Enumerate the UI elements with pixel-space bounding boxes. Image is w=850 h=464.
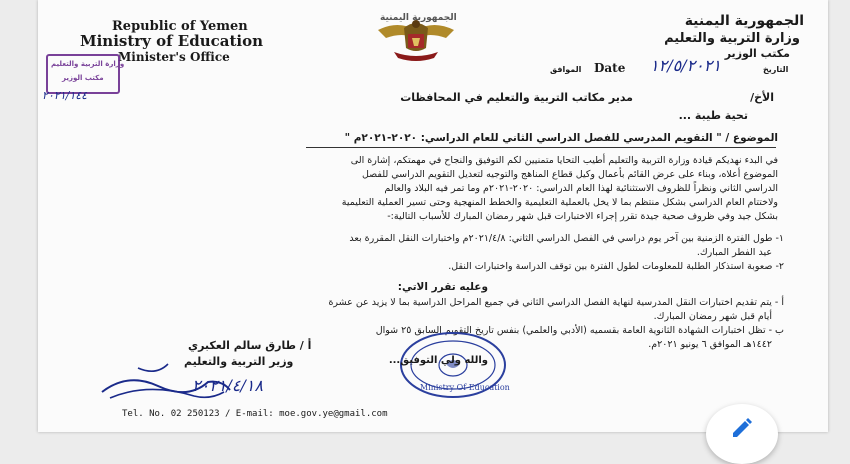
pencil-edit-icon bbox=[730, 416, 754, 440]
reason-2: ٢- صعوبة استذكار الطلبة للمعلومات لطول الفترة بين توقف الدراسة واختبارات النقل. bbox=[448, 261, 784, 272]
header-en-line2: Ministry of Education bbox=[80, 32, 264, 50]
decision-b-cont: ١٤٤٢هـ الموافق ٦ يونيو ٢٠٢١م. bbox=[648, 339, 772, 350]
stamp-line2: مكتب الوزير bbox=[62, 74, 104, 82]
salutation: تحية طيبة ... bbox=[678, 109, 748, 122]
body-line4: ولاختتام العام الدراسي بشكل منتظم بما لا يخل بالعملية التعليمية والخطط المنهجية وحتى تسير العملية التعليمية bbox=[341, 197, 778, 208]
office-stamp bbox=[46, 54, 125, 94]
subject-underline bbox=[306, 147, 776, 148]
date-label: Date bbox=[594, 61, 626, 75]
body-line2: الموضوع أعلاه، وبناء على عرض القائم بأعمال وكيل قطاع المناهج والتوجيه لتعديل التقويم الدراسي للفصل bbox=[361, 169, 778, 180]
stamp-line1: وزارة التربية والتعليم bbox=[51, 60, 125, 68]
ministry-seal bbox=[398, 330, 508, 404]
signatory-name: أ / طارق سالم العكبري bbox=[188, 339, 312, 352]
date-value: ١٢/٥/٢٠٢١ bbox=[650, 56, 721, 75]
signatory-title: وزير التربية والتعليم bbox=[184, 355, 294, 368]
edit-fab-button[interactable] bbox=[706, 404, 778, 464]
to-label: الأخ/ bbox=[750, 91, 774, 104]
header-en-line3: Minister's Office bbox=[118, 50, 230, 64]
decision-heading: وعليه تقرر الاتي: bbox=[397, 281, 488, 293]
body-line5: بشكل جيد وفي ظروف صحية جيدة تقرر إجراء الاختبارات قبل شهر رمضان المبارك للأسباب التالية:- bbox=[387, 211, 778, 222]
closing-text: والله ولي التوفيق... bbox=[388, 355, 488, 366]
date-ar-label: التاريخ bbox=[763, 65, 789, 74]
header-ar-line2: وزارة التربية والتعليم bbox=[664, 31, 800, 46]
body-line3: الدراسي الثاني ونظراً للظروف الاستثنائية لهذا العام الدراسي: ٢٠٢٠-٢٠٢١م وما تمر فيه البلاد والعالم bbox=[384, 183, 778, 194]
header-ar-line3: مكتب الوزير bbox=[724, 47, 790, 60]
footer-contact: Tel. No. 02 250123 / E-mail: moe.gov.ye@gmail.com bbox=[122, 409, 388, 419]
addressee: مدير مكاتب التربية والتعليم في المحافظات bbox=[400, 91, 633, 104]
body-line1: في البدء نهديكم قيادة وزارة التربية والتعليم أطيب التحايا متمنيين لكم التوفيق والنجاح في مهمتكم، إشارة الى bbox=[350, 155, 778, 166]
decision-b: ب - تظل اختبارات الشهادة الثانوية العامة بقسميه (الأدبي والعلمي) بنفس تاريخ التقويم السابق ٢٥ شوال bbox=[375, 325, 784, 336]
reason-1: ١- طول الفترة الزمنية بين آخر يوم دراسي في الفصل الدراسي الثاني: ٢٠٢١/٤/٨م واختبارات النقل المقررة بعد bbox=[349, 233, 784, 244]
ref-number: ٢٠٢١/١٤٤ bbox=[42, 89, 88, 102]
seal-text: Ministry Of Education bbox=[420, 383, 510, 392]
decision-a: أ - يتم تقديم اختبارات النقل المدرسية لنهاية الفصل الدراسي الثاني في جميع المراحل الدراسية بما لا يزيد عن عشرة bbox=[328, 297, 784, 308]
signature-date: ٢٠٢١/٤/١٨ bbox=[192, 376, 263, 395]
header-en-line1: Republic of Yemen bbox=[112, 19, 248, 34]
hijri-label: الموافق bbox=[550, 65, 582, 74]
header-ar-line1: الجمهورية اليمنية bbox=[684, 13, 804, 29]
decision-a-cont: أيام قبل شهر رمضان المبارك. bbox=[653, 311, 772, 322]
document-page bbox=[38, 0, 828, 432]
reason-1-cont: عيد الفطر المبارك. bbox=[696, 247, 772, 258]
subject: الموضوع / " التقويم المدرسي للفصل الدراسي الثاني للعام الدراسي: ٢٠٢٠-٢٠٢١م " bbox=[344, 132, 778, 144]
emblem-caption: الجمهورية اليمنية bbox=[380, 13, 457, 23]
yemen-emblem bbox=[368, 8, 464, 74]
